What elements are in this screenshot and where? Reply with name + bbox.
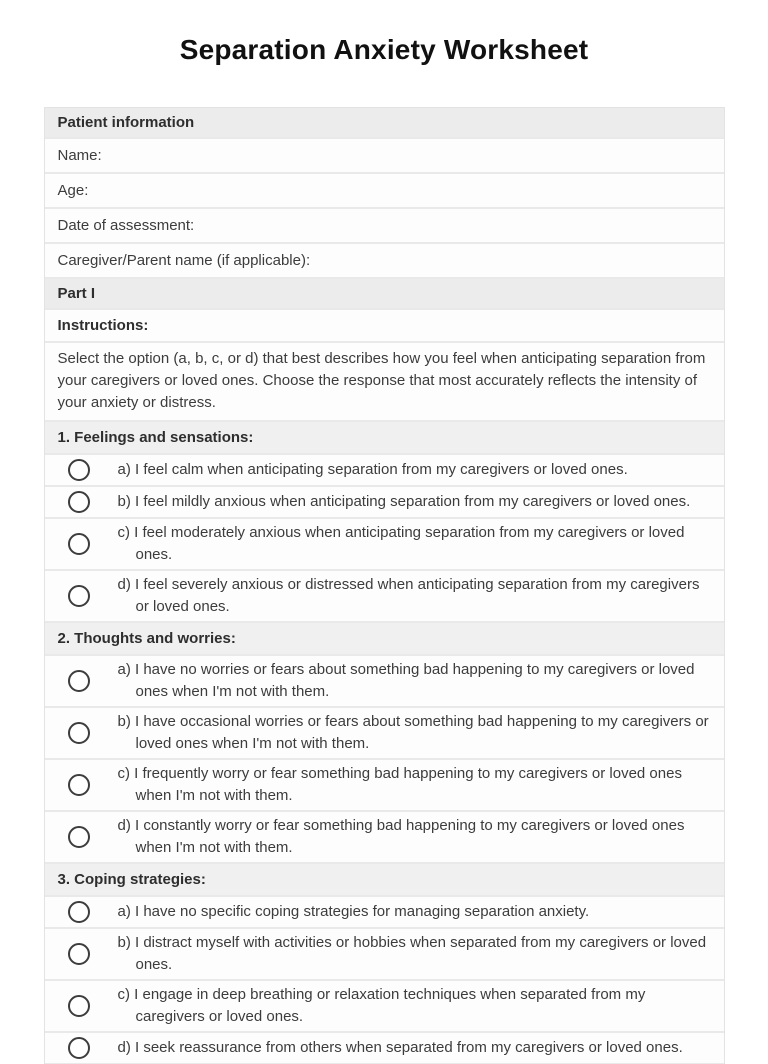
field-label-caregiver-name: Caregiver/Parent name (if applicable): xyxy=(57,252,311,269)
option-label: d) I seek reassurance from others when separated from my caregivers or loved ones. xyxy=(117,1039,683,1056)
question-1-option-c[interactable] xyxy=(45,519,724,571)
option-label: b) I distract myself with activities or hobbies when separated from my caregivers or loved ones. xyxy=(117,934,707,973)
radio-button-q1-b[interactable] xyxy=(68,491,90,513)
radio-button-q2-b[interactable] xyxy=(68,722,90,744)
question-2-title: 2. Thoughts and worries: xyxy=(57,630,236,647)
question-2-option-b[interactable] xyxy=(45,708,724,760)
question-3-title: 3. Coping strategies: xyxy=(57,871,206,888)
question-1-option-a[interactable] xyxy=(45,455,724,487)
section-header-label: Patient information xyxy=(57,114,195,131)
field-row-date-of-assessment[interactable] xyxy=(45,209,724,244)
question-2-option-d[interactable] xyxy=(45,812,724,864)
radio-button-q2-d[interactable] xyxy=(68,826,90,848)
option-label: d) I feel severely anxious or distressed when anticipating separation from my caregivers or loved ones. xyxy=(117,576,700,615)
radio-button-q2-a[interactable] xyxy=(68,670,90,692)
option-label: b) I feel mildly anxious when anticipating separation from my caregivers or loved ones. xyxy=(117,493,691,510)
option-label: d) I constantly worry or fear something bad happening to my caregivers or loved ones when I'm not with them. xyxy=(117,817,685,856)
radio-button-q1-d[interactable] xyxy=(68,585,90,607)
instructions-label: Instructions: xyxy=(57,317,149,334)
radio-button-q3-c[interactable] xyxy=(68,995,90,1017)
question-3-option-a[interactable] xyxy=(45,897,724,929)
section-header-part-1 xyxy=(45,279,724,310)
option-label: a) I have no specific coping strategies for managing separation anxiety. xyxy=(117,903,590,920)
radio-button-q3-d[interactable] xyxy=(68,1037,90,1059)
instructions-text-row xyxy=(45,343,724,422)
field-label-age: Age: xyxy=(57,182,89,199)
question-2-option-a[interactable] xyxy=(45,656,724,708)
question-3-option-c[interactable] xyxy=(45,981,724,1033)
option-label: b) I have occasional worries or fears about something bad happening to my caregivers or loved ones when I'm not with them. xyxy=(117,713,709,752)
question-3-option-d[interactable] xyxy=(45,1033,724,1064)
option-label: a) I feel calm when anticipating separation from my caregivers or loved ones. xyxy=(117,461,628,478)
field-label-name: Name: xyxy=(57,147,102,164)
radio-button-q1-a[interactable] xyxy=(68,459,90,481)
instructions-text: Select the option (a, b, c, or d) that best describes how you feel when anticipating separation from your caregivers or loved ones. Choose the response that most accurately reflects the intensity of your anxiety or distress. xyxy=(57,350,706,411)
part-1-label: Part I xyxy=(57,285,96,302)
field-row-caregiver-name[interactable] xyxy=(45,244,724,279)
question-1-option-d[interactable] xyxy=(45,571,724,623)
instructions-header-row xyxy=(45,310,724,343)
question-1-option-b[interactable] xyxy=(45,487,724,519)
worksheet-table xyxy=(44,107,725,1064)
section-header-patient-information xyxy=(45,108,724,139)
question-2-option-c[interactable] xyxy=(45,760,724,812)
option-label: c) I feel moderately anxious when anticipating separation from my caregivers or loved ones. xyxy=(117,524,685,563)
question-2-header xyxy=(45,623,724,656)
question-3-option-b[interactable] xyxy=(45,929,724,981)
option-label: a) I have no worries or fears about something bad happening to my caregivers or loved ones when I'm not with them. xyxy=(117,661,695,700)
field-row-age[interactable] xyxy=(45,174,724,209)
radio-button-q3-a[interactable] xyxy=(68,901,90,923)
radio-button-q3-b[interactable] xyxy=(68,943,90,965)
option-label: c) I frequently worry or fear something bad happening to my caregivers or loved ones when I'm not with them. xyxy=(117,765,682,804)
page-title: Separation Anxiety Worksheet xyxy=(179,34,589,65)
question-1-header xyxy=(45,422,724,455)
option-label: c) I engage in deep breathing or relaxation techniques when separated from my caregivers or loved ones. xyxy=(117,986,646,1025)
field-row-name[interactable] xyxy=(45,139,724,174)
radio-button-q2-c[interactable] xyxy=(68,774,90,796)
question-1-title: 1. Feelings and sensations: xyxy=(57,429,254,446)
radio-button-q1-c[interactable] xyxy=(68,533,90,555)
question-3-header xyxy=(45,864,724,897)
field-label-date-of-assessment: Date of assessment: xyxy=(57,217,195,234)
